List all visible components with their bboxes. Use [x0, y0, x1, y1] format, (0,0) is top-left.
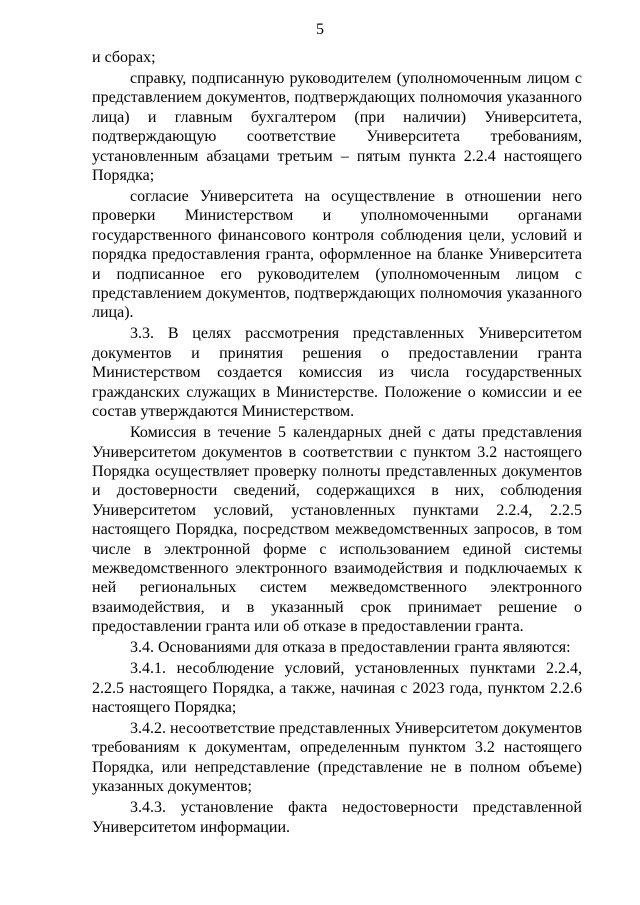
paragraph: справку, подписанную руководителем (уполномоченным лицом с представлением документов, подтверждающих полномочия указанного лица) и главным бухгалтером (при наличии) Университета, подтверждающую соответствие Университета требованиям, установленным абзацами третьим – пятым пункта 2.2.4 настоящего Порядка; [92, 70, 582, 185]
paragraph: согласие Университета на осуществление в отношении него проверки Министерством и уполномоченными органами государственного финансового контроля соблюдения цели, условий и порядка предоставления гранта, оформленное на бланке Университета и подписанное его руководителем (уполномоченным лицом с представлением документов, подтверждающих полномочия указанного лица). [92, 188, 582, 322]
paragraph: 3.3. В целях рассмотрения представленных Университетом документов и принятия решения о предоставлении гранта Министерством создается комиссия из числа государственных гражданских служащих в Министерстве. Положение о комиссии и ее состав утверждаются Министерством. [92, 325, 582, 421]
paragraph: Комиссия в течение 5 календарных дней с даты представления Университетом документов в соответствии с пунктом 3.2 настоящего Порядка осуществляет проверку полноты представленных документов и достоверности сведений, содержащихся в них, соблюдения Университетом условий, установленных пунктами 2.2.4, 2.2.5 настоящего Порядка, посредством межведомственных запросов, в том числе в электронной форме с использованием единой системы межведомственного электронного взаимодействия и подключаемых к ней региональных систем межведомственного электронного взаимодействия, и в указанный срок принимает решение о предоставлении гранта или об отказе в предоставлении гранта. [92, 424, 582, 636]
paragraph: 3.4.1. несоблюдение условий, установленных пунктами 2.2.4, 2.2.5 настоящего Порядка, а также, начиная с 2023 года, пунктом 2.2.6 настоящего Порядка; [92, 660, 582, 716]
document-body [92, 48, 582, 839]
paragraph: 3.4.3. установление факта недостоверности представленной Университетом информации. [92, 799, 582, 836]
paragraph: и сборах; [92, 49, 156, 66]
page-number: 5 [316, 21, 324, 38]
paragraph: 3.4.2. несоответствие представленных Университетом документов требованиям к документам, определенным пунктом 3.2 настоящего Порядка, или непредставление (представление не в полном объеме) указанных документов; [92, 719, 582, 796]
paragraph: 3.4. Основаниями для отказа в предоставлении гранта являются: [130, 639, 571, 657]
